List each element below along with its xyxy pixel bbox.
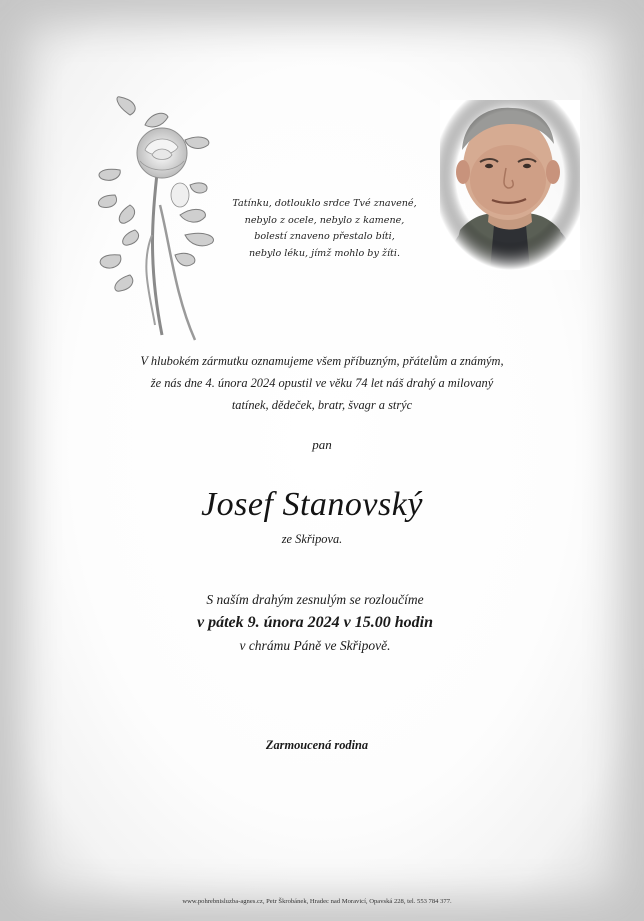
honorific: pan <box>312 437 332 452</box>
verse-line: nebylo z ocele, nebylo z kamene, <box>244 214 405 226</box>
funeral-details <box>0 589 630 657</box>
announcement-text <box>60 350 584 416</box>
rose-illustration <box>90 95 235 345</box>
verse-line: Tatínku, dotlouklo srdce Tvé znavené, <box>232 198 417 209</box>
verse-line: nebylo léku, jímž mohlo by žíti. <box>248 247 401 259</box>
memorial-verse <box>222 196 427 262</box>
signature: Zarmoucená rodina <box>265 738 369 752</box>
announcement-line: tatínek, dědeček, bratr, švagr a strýc <box>231 398 413 412</box>
announcement-line: V hlubokém zármutku oznamujeme všem příbuzným, přátelům a známým, <box>140 354 504 368</box>
announcement-line: že nás dne 4. února 2024 opustil ve věku 74 let náš drahý a milovaný <box>150 376 494 390</box>
funeral-location: v chrámu Páně ve Skřipově. <box>239 638 391 653</box>
funeral-datetime: v pátek 9. února 2024 v 15.00 hodin <box>196 614 433 631</box>
funeral-service-footer: www.pohrebnisluzba-agnes.cz, Petr Škrobánek, Hradec nad Moravicí, Opavská 228, tel. 553 784 377. <box>182 898 452 905</box>
deceased-name: Josef Stanovský <box>201 486 423 523</box>
deceased-portrait <box>440 100 580 270</box>
deceased-origin: ze Skřipova. <box>281 532 343 546</box>
verse-line: bolestí znaveno přestalo bíti, <box>254 231 395 242</box>
funeral-intro: S naším drahým zesnulým se rozloučíme <box>206 592 424 607</box>
